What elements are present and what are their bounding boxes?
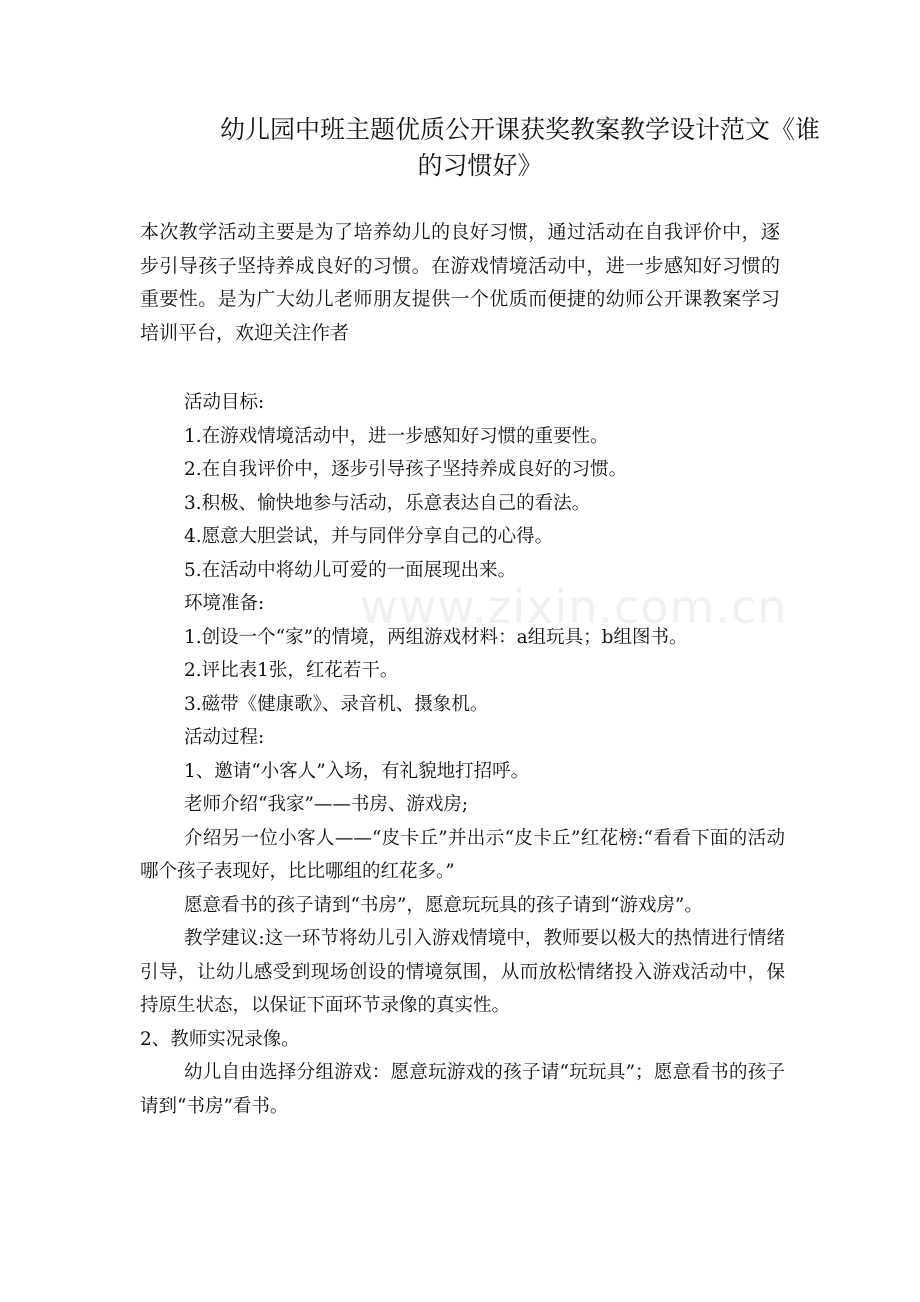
body-paragraph: 1.在游戏情境活动中，进一步感知好习惯的重要性。 — [184, 425, 609, 447]
watermark: www.zixin.com.cn — [360, 580, 788, 634]
title-line-2: 的习惯好》 — [417, 151, 543, 180]
document-body — [140, 386, 788, 1123]
body-paragraph: 愿意看书的孩子请到“书房”，愿意玩玩具的孩子请到“游戏房”。 — [184, 894, 703, 916]
body-paragraph: 3.积极、愉快地参与活动，乐意表达自己的看法。 — [184, 492, 591, 514]
title-line-1: 幼儿园中班主题优质公开课获奖教案教学设计范文《谁 — [219, 115, 820, 144]
body-paragraph: 2.在自我评价中，逐步引导孩子坚持养成良好的习惯。 — [184, 459, 628, 480]
body-paragraph: 1、邀请“小客人”入场，有礼貌地打招呼。 — [184, 760, 530, 782]
body-paragraph: 介绍另一位小客人——“皮卡丘”并出示“皮卡丘”红花榜:“看看下面的活动哪个孩子表现好，比比哪组的红花多。” — [140, 827, 785, 882]
body-paragraph: 活动过程: — [184, 727, 265, 748]
body-paragraph: 3.磁带《健康歌》、录音机、摄象机。 — [184, 693, 489, 715]
document-title — [140, 112, 820, 184]
body-paragraph: 幼儿自由选择分组游戏：愿意玩游戏的孩子请“玩玩具”；愿意看书的孩子请到“书房”看书。 — [140, 1062, 785, 1117]
body-paragraph: 2.评比表1张，红花若干。 — [184, 660, 399, 681]
body-paragraph: 教学建议:这一环节将幼儿引入游戏情境中，教师要以极大的热情进行情绪引导，让幼儿感受到现场创设的情境氛围，从而放松情绪投入游戏活动中，保持原生状态，以保证下面环节录像的真实性。 — [140, 928, 785, 1016]
intro-paragraph: 本次教学活动主要是为了培养幼儿的良好习惯，通过活动在自我评价中，逐步引导孩子坚持养成良好的习惯。在游戏情境活动中，进一步感知好习惯的重要性。是为广大幼儿老师朋友提供一个优质而便捷的幼师公开课教案学习培训平台，欢迎关注作者 — [140, 221, 780, 344]
body-paragraph: 环境准备: — [184, 593, 265, 614]
body-paragraph: 老师介绍“我家”——书房、游戏房; — [184, 794, 469, 815]
body-paragraph: 1.创设一个“家”的情境，两组游戏材料：a组玩具；b组图书。 — [184, 626, 688, 648]
body-paragraph: 2、教师实况录像。 — [140, 1028, 300, 1050]
body-paragraph: 活动目标: — [184, 392, 265, 413]
body-paragraph: 4.愿意大胆尝试，并与同伴分享自己的心得。 — [184, 526, 554, 547]
body-paragraph: 5.在活动中将幼儿可爱的一面展现出来。 — [184, 559, 517, 581]
